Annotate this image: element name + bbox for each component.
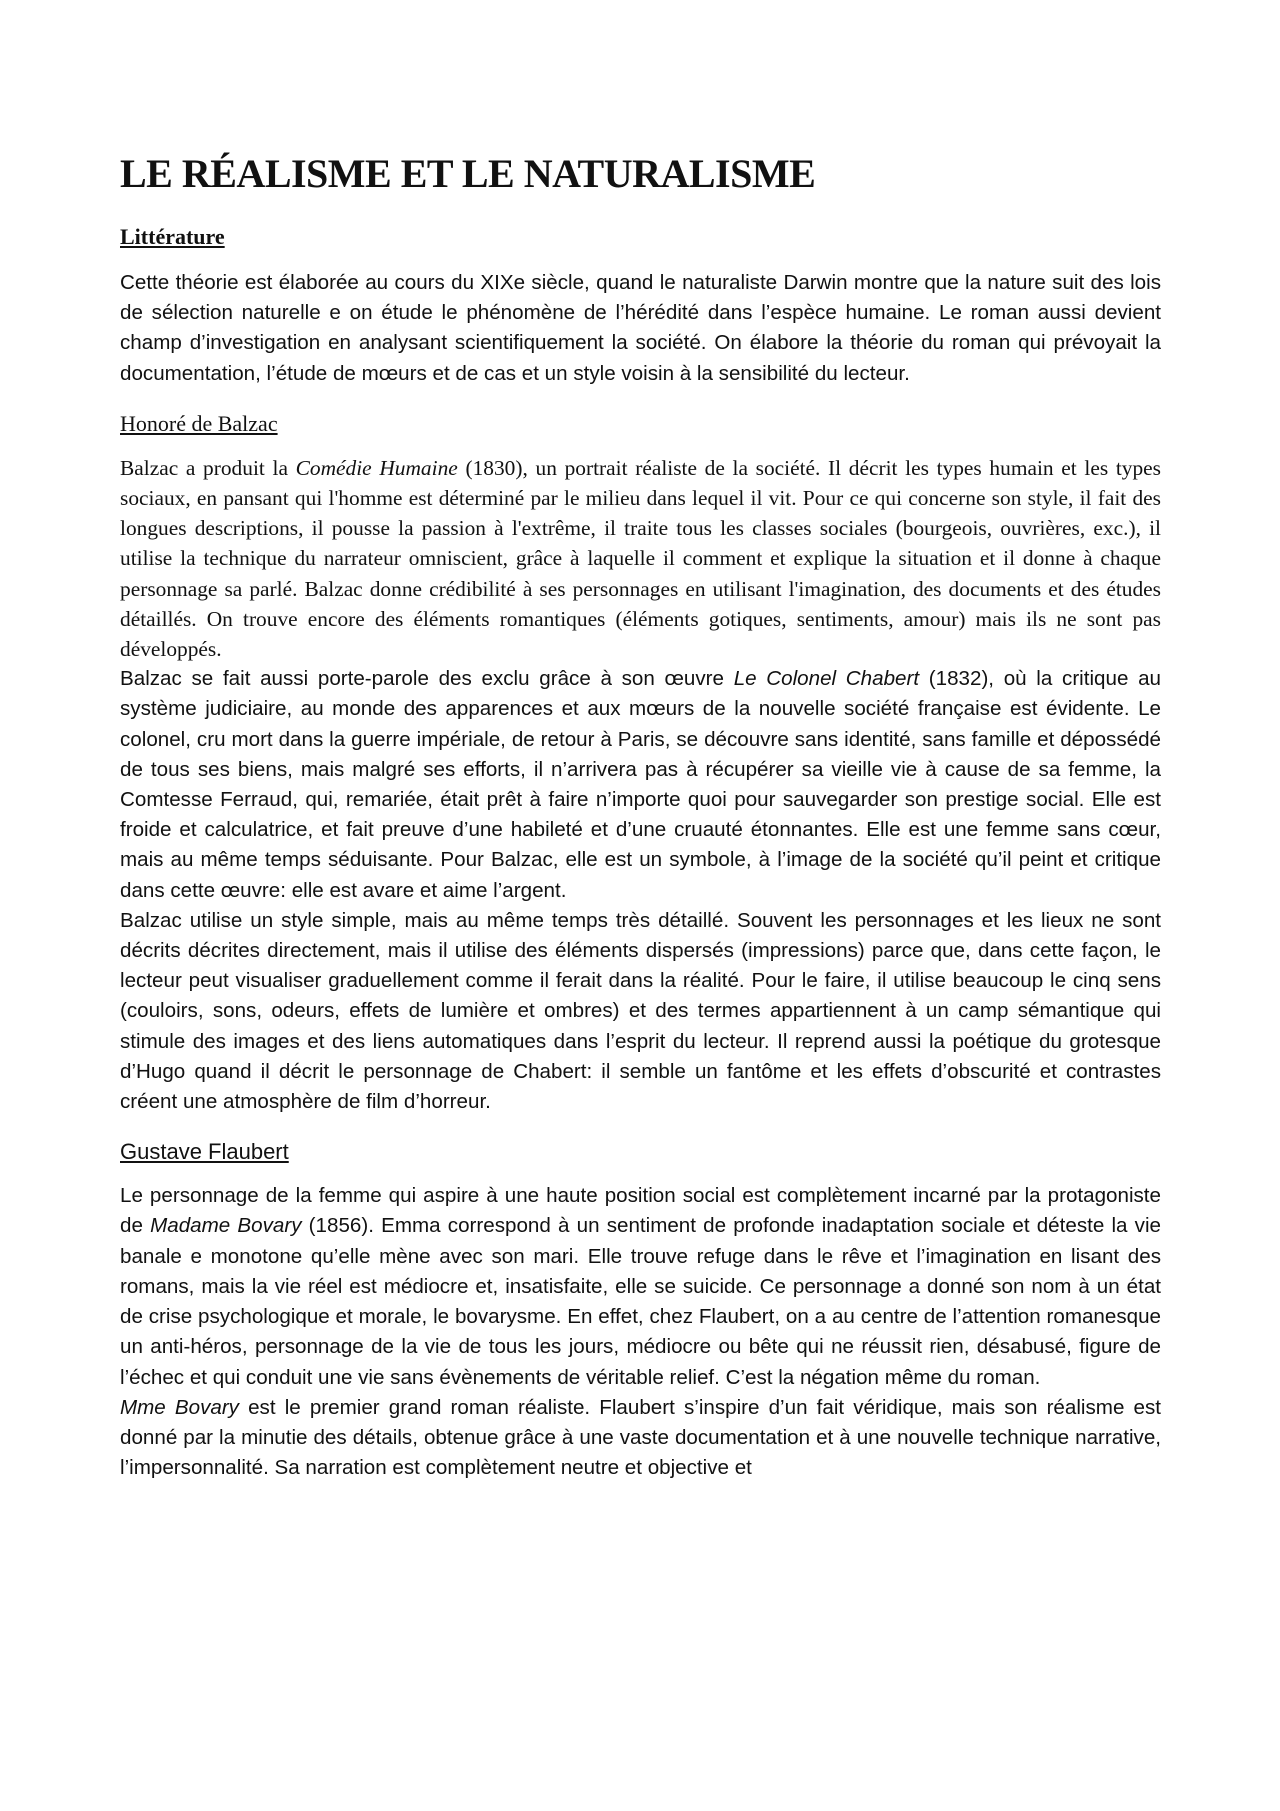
document-title: LE RÉALISME ET LE NATURALISME — [120, 151, 816, 196]
text-run: Le personnage de la femme qui aspire à une haute position social est complètement incarné par la protagoniste de — [120, 1184, 1161, 1238]
text-run: (1832), où la critique au système judiciaire, au monde des apparences et aux mœurs de la nouvelle société française est évidente. Le colonel, cru mort dans la guerre impériale, de retour à Paris, se découvre sans identité, sans famille et dépossédé de tous ses biens, mais malgré ses efforts, il n’arrivera pas à récupérer sa vieille vie à cause de sa femme, la Comtesse Ferraud, qui, remariée, était prêt à faire n’importe quoi pour sauvegarder son prestige social. Elle est froide et calculatrice, et fait preuve d’une habileté et d’une cruauté étonnantes. Elle est une femme sans cœur, mais au même temps séduisante. Pour Balzac, elle est un symbole, à l’image de la société qu’il peint et critique dans cette œuvre: elle est avare et aime l’argent. — [120, 667, 1161, 902]
paragraph-litterature: Cette théorie est élaborée au cours du XIXe siècle, quand le naturaliste Darwin montre que la nature suit des lois de sélection naturelle e on étude le phénomène de l’hérédité dans l’espèce humaine. Le roman aussi devient champ d’investigation en analysant scientifiquement la société. On élabore la théorie du roman qui prévoyait la documentation, l’étude de mœurs et de cas et un style voisin à la sensibilité du lecteur. — [120, 271, 1161, 385]
section-heading-flaubert: Gustave Flaubert — [120, 1139, 289, 1165]
text-run: (1856). Emma correspond à un sentiment de profonde inadaptation sociale et déteste la vie banale e monotone qu’elle mène avec son mari. Elle trouve refuge dans le rêve et l’imagination en lisant des romans, mais la vie réel est médiocre et, insatisfaite, elle se suicide. Ce personnage a donné son nom à un état de crise psychologique et morale, le bovarysme. En effet, chez Flaubert, on a au centre de l’attention romanesque un anti-héros, personnage de la vie de tous les jours, médiocre ou bête qui ne réussit rien, désabusé, figure de l’échec et qui conduit une vie sans évènements de véritable relief. C’est la négation même du roman. — [120, 1214, 1161, 1389]
text-run: Balzac se fait aussi porte-parole des exclu grâce à son œuvre — [120, 667, 734, 691]
work-title: Mme Bovary — [120, 1395, 239, 1419]
work-title: Comédie Humaine — [295, 455, 458, 480]
paragraph-flaubert-1 — [120, 1181, 1161, 1392]
text-run: est le premier grand roman réaliste. Flaubert s’inspire d’un fait véridique, mais son réalisme est donné par la minutie des détails, obtenue grâce à une vaste documentation et à une nouvelle technique narrative, l’impersonnalité. Sa narration est complètement neutre et objective et — [120, 1395, 1161, 1480]
text-run: Balzac a produit la — [120, 455, 296, 480]
section-heading-balzac: Honoré de Balzac — [120, 410, 278, 436]
document-page — [120, 146, 1161, 1483]
text-run: (1830), un portrait réaliste de la société. Il décrit les types humain et les types sociaux, en pansant qui l'homme est déterminé par le milieu dans lequel il vit. Pour ce qui concerne son style, il fait des longues descriptions, il pousse la passion à l'extrême, il traite tous les classes sociales (bourgeois, ouvrières, exc.), il utilise la technique du narrateur omniscient, grâce à laquelle il comment et explique la situation et il donne à chaque personnage sa parlé. Balzac donne crédibilité à ses personnages en utilisant l'imagination, des documents et des études détaillés. On trouve encore des éléments romantiques (éléments gotiques, sentiments, amour) mais ils ne sont pas développés. — [120, 455, 1161, 662]
work-title: Madame Bovary — [150, 1214, 302, 1238]
paragraph-balzac-1 — [120, 453, 1161, 664]
section-heading-litterature: Littérature — [120, 224, 225, 249]
paragraph-flaubert-2 — [120, 1393, 1161, 1484]
work-title: Le Colonel Chabert — [733, 667, 920, 691]
paragraph-balzac-3: Balzac utilise un style simple, mais au même temps très détaillé. Souvent les personnages et les lieux ne sont décrits décrites directement, mais il utilise des éléments dispersés (impressions) parce que, dans cette façon, le lecteur peut visualiser graduellement comme il ferait dans la réalité. Pour le faire, il utilise beaucoup le cinq sens (couloirs, sons, odeurs, effets de lumière et ombres) et des termes appartiennent à un camp sémantique qui stimule des images et des liens automatiques dans l’esprit du lecteur. Il reprend aussi la poétique du grotesque d’Hugo quand il décrit le personnage de Chabert: il semble un fantôme et les effets d’obscurité et contrastes créent une atmosphère de film d’horreur. — [120, 908, 1161, 1114]
paragraph-balzac-2 — [120, 664, 1161, 906]
